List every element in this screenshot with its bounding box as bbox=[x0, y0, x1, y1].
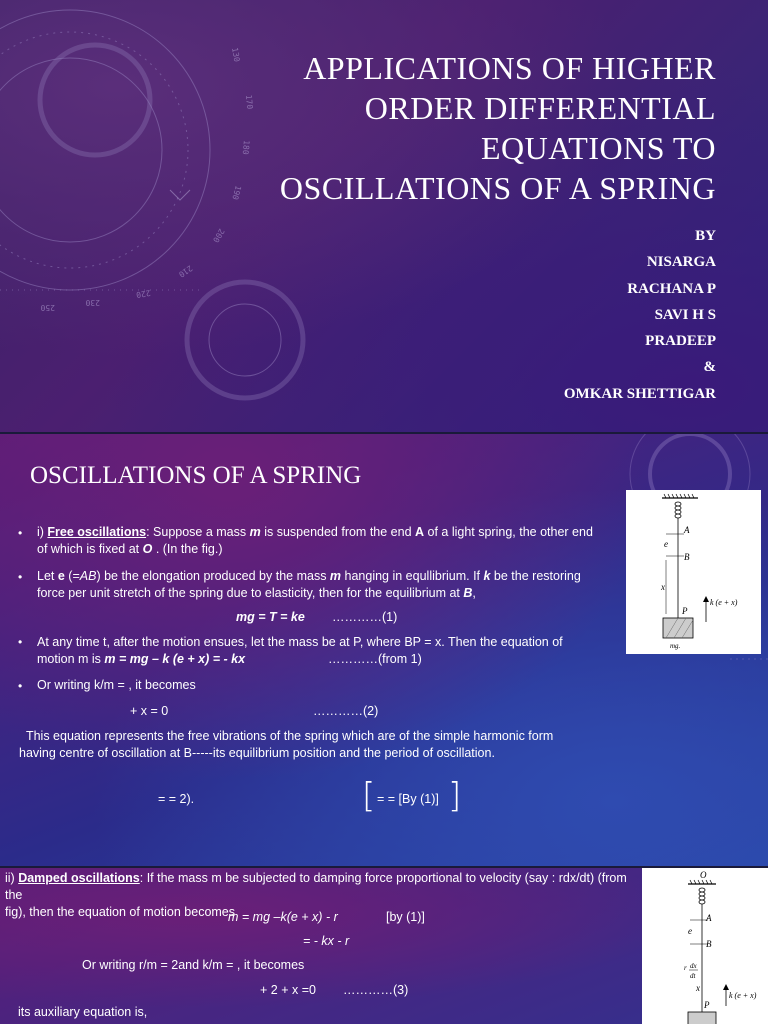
ampersand: & bbox=[703, 359, 716, 376]
dial-label: 200 bbox=[211, 227, 227, 245]
free-oscillations-term: Free oscillations bbox=[47, 525, 147, 539]
damping-r-label: r bbox=[684, 964, 687, 972]
by-label: BY bbox=[695, 228, 716, 244]
dial-label: 220 bbox=[135, 288, 152, 300]
spring-figure bbox=[626, 490, 761, 654]
author-list bbox=[564, 226, 716, 410]
dial-label: 210 bbox=[177, 263, 195, 280]
bullet-marker: • bbox=[18, 526, 23, 540]
restoring-force-label: k (e + x) bbox=[729, 991, 757, 1000]
period-bracket-expression: = = [By (1)] bbox=[377, 792, 439, 806]
presentation-title bbox=[246, 48, 716, 208]
author-name: NISARGA bbox=[646, 254, 716, 271]
slide-title: OSCILLATIONS OF A SPRING bbox=[30, 462, 362, 489]
displacement-x-label: x bbox=[661, 582, 665, 592]
damped-writing-line: Or writing r/m = 2and k/m = , it becomes bbox=[82, 958, 305, 972]
bracket-close: ] bbox=[448, 776, 462, 816]
restoring-force-label: k (e + x) bbox=[710, 598, 738, 607]
weight-label: mg. bbox=[670, 642, 681, 650]
oscillations-slide bbox=[0, 434, 768, 866]
equilibrium-equation: mg = T = ke bbox=[236, 610, 305, 624]
damped-equation-a: m = mg –k(e + x) - r bbox=[228, 910, 338, 924]
dial-label: 250 bbox=[40, 303, 55, 312]
point-b-label: B bbox=[684, 552, 690, 562]
point-p-label: P bbox=[704, 1000, 710, 1010]
explanation-paragraph: This equation represents the free vibrations of the spring which are of the simple harmonic form having centre of oscillation at B-----its equilibrium position and the period of oscillation. bbox=[19, 729, 554, 760]
equation-ref-1: …………(1) bbox=[332, 610, 398, 624]
bullet-marker: • bbox=[18, 635, 23, 649]
motion-bullet: At any time t, after the motion ensues, let the mass be at P, where BP = x. Then the equation of motion m is m = mg – k (e + x) = - kx bbox=[37, 635, 563, 666]
dial-label: 130 bbox=[230, 46, 242, 63]
displacement-x-label: x bbox=[696, 983, 700, 993]
elongation-bullet: Let e (=AB) be the elongation produced by the mass m hanging in equllibrium. If k be the restoring force per unit stretch of the spring due to elasticity, then for the equilibrium at B, bbox=[37, 569, 581, 600]
author-name: RACHANA P bbox=[627, 280, 716, 297]
damped-spring-figure bbox=[642, 868, 768, 1024]
title-line: OSCILLATIONS OF A SPRING bbox=[279, 170, 716, 206]
point-a-label: A bbox=[706, 913, 712, 923]
spring-diagram bbox=[626, 490, 761, 654]
damped-oscillations-term: Damped oscillations bbox=[18, 871, 140, 885]
bullet-marker: • bbox=[18, 679, 23, 693]
bracket-open: [ bbox=[362, 776, 376, 816]
point-p-label: P bbox=[682, 606, 688, 616]
equation-ref-2: …………(2) bbox=[313, 704, 379, 718]
elongation-e-label: e bbox=[688, 926, 692, 936]
dial-label: 180 bbox=[240, 139, 251, 156]
free-oscillations-bullet: i) Free oscillations: Suppose a mass m is suspended from the end A of a light spring, the other end of which is fixed at O . (In the fig.) bbox=[37, 525, 593, 556]
dial-label: 170 bbox=[244, 94, 255, 110]
author-name: PRADEEP bbox=[645, 333, 716, 350]
equation-ref-3: …………(3) bbox=[343, 983, 409, 997]
damping-dx-label: dx bbox=[690, 962, 697, 970]
equation-ref-from-1: …………(from 1) bbox=[328, 652, 422, 666]
period-equation: = = 2). bbox=[158, 792, 195, 806]
damped-oscillations-slide bbox=[0, 868, 768, 1024]
title-slide bbox=[0, 0, 768, 432]
elongation-e-label: e bbox=[664, 539, 668, 549]
dial-label: 190 bbox=[230, 184, 243, 201]
equation-ref-by-1: [by (1)] bbox=[386, 910, 425, 924]
title-line: ORDER DIFFERENTIAL bbox=[364, 90, 716, 126]
bullet-marker: • bbox=[18, 570, 23, 584]
dial-label: 230 bbox=[85, 298, 100, 307]
point-a-label: A bbox=[684, 525, 690, 535]
author-name: OMKAR SHETTIGAR bbox=[563, 385, 716, 402]
damped-spring-diagram bbox=[642, 868, 768, 1024]
title-line: EQUATIONS TO bbox=[480, 130, 716, 166]
damped-equation-3: + 2 + x =0 bbox=[260, 983, 316, 997]
writing-bullet: Or writing k/m = , it becomes bbox=[37, 678, 196, 692]
point-b-label: B bbox=[706, 939, 712, 949]
damped-equation-b: = - kx - r bbox=[303, 934, 350, 948]
damping-dt-label: dt bbox=[690, 972, 696, 980]
point-o-label: O bbox=[700, 870, 707, 880]
title-line: APPLICATIONS OF HIGHER bbox=[303, 50, 716, 86]
damped-intro: ii) Damped oscillations: If the mass m be subjected to damping force proportional to velocity (say : rdx/dt) (from the fig), then the equation of motion becomes bbox=[5, 871, 627, 919]
auxiliary-equation-label: its auxiliary equation is, bbox=[18, 1005, 148, 1019]
free-vibration-equation: + x = 0 bbox=[130, 704, 169, 718]
author-name: SAVI H S bbox=[654, 306, 716, 323]
